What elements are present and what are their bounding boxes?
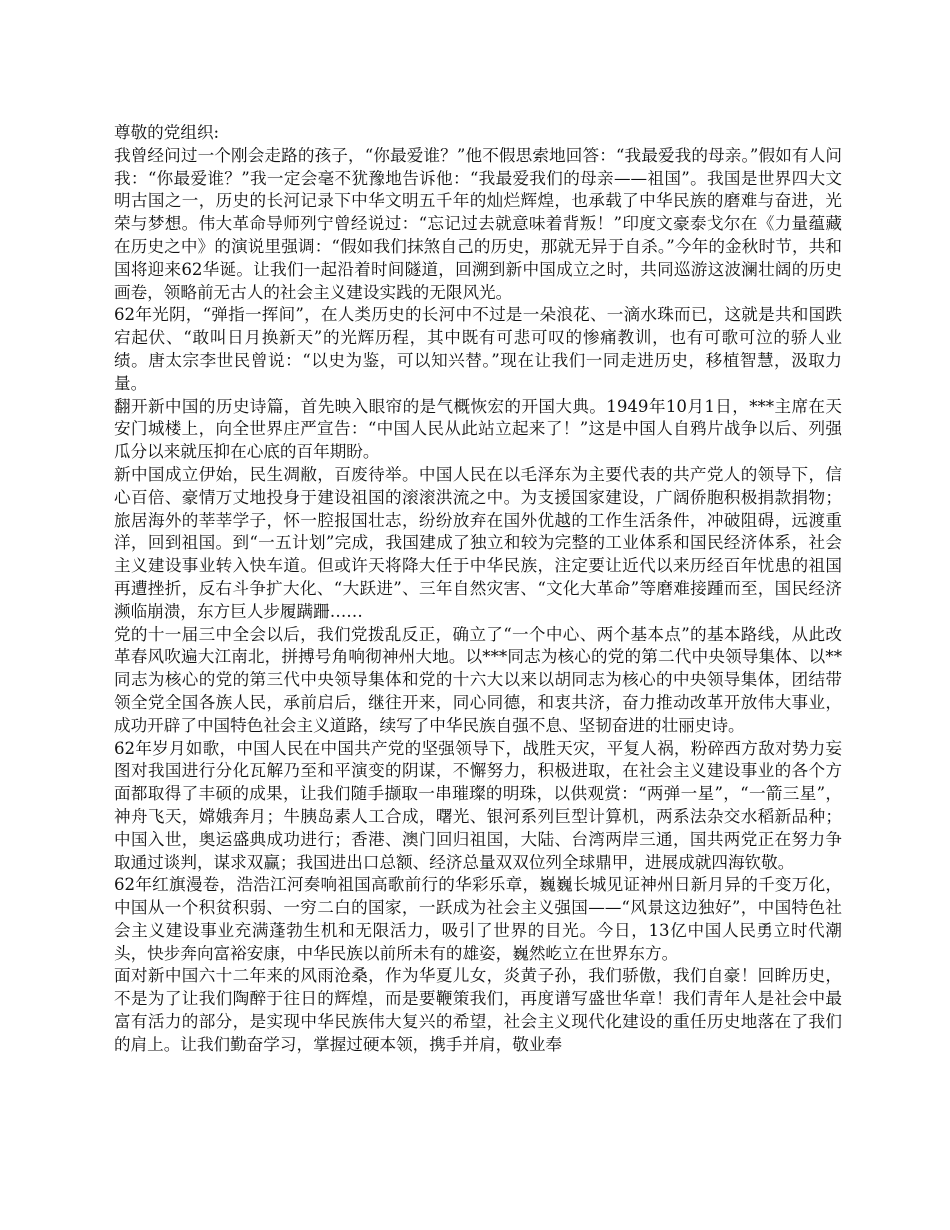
paragraph-8: 面对新中国六十二年来的风雨沧桑，作为华夏儿女，炎黄子孙，我们骄傲，我们自豪！回眸历史，不是为了让我们陶醉于往日的辉煌，而是要鞭策我们，再度谱写盛世华章！我们青年人是社会中最富有活力的部分，是实现中华民族伟大复兴的希望，社会主义现代化建设的重任历史地落在了我们的肩上。让我们勤奋学习，掌握过硬本领，携手并肩，敬业奉 — [114, 966, 842, 1054]
paragraph-3: 翻开新中国的历史诗篇，首先映入眼帘的是气概恢宏的开国大典。1949年10月1日，***主席在天安门城楼上，向全世界庄严宣告：“中国人民从此站立起来了！”这是中国人自鸦片战争以后、列强瓜分以来就压抑在心底的百年期盼。 — [114, 396, 842, 462]
salutation: 尊敬的党组织: — [114, 123, 220, 142]
document-body — [114, 122, 842, 1057]
paragraph-1: 我曾经问过一个刚会走路的孩子，“你最爱谁？”他不假思索地回答：“我最爱我的母亲。”假如有人问我：“你最爱谁？”我一定会毫不犹豫地告诉他：“我最爱我们的母亲——祖国”。我国是世界四大文明古国之一，历史的长河记录下中华文明五千年的灿烂辉煌，也承载了中华民族的磨难与奋进，光荣与梦想。伟大革命导师列宁曾经说过：“忘记过去就意味着背叛！”印度文豪泰戈尔在《力量蕴藏在历史之中》的演说里强调：“假如我们抹煞自己的历史，那就无异于自杀。”今年的金秋时节，共和国将迎来62华诞。让我们一起沿着时间隧道，回溯到新中国成立之时，共同巡游这波澜壮阔的历史画卷，领略前无古人的社会主义建设实践的无限风光。 — [114, 145, 842, 302]
paragraph-6: 62年岁月如歌，中国人民在中国共产党的坚强领导下，战胜天灾，平复人祸，粉碎西方敌对势力妄图对我国进行分化瓦解乃至和平演变的阴谋，不懈努力，积极进取，在社会主义建设事业的各个方面都取得了丰硕的成果，让我们随手撷取一串璀璨的明珠，以供观赏：“两弹一星”，“一箭三星”，神舟飞天，嫦娥奔月；牛胰岛素人工合成，曙光、银河系列巨型计算机，两系法杂交水稻新品种；中国入世，奥运盛典成功进行；香港、澳门回归祖国，大陆、台湾两岸三通，国共两党正在努力争取通过谈判，谋求双赢；我国进出口总额、经济总量双双位列全球鼎甲，进展成就四海钦敬。 — [114, 738, 842, 872]
paragraph-5: 党的十一届三中全会以后，我们党拨乱反正，确立了“一个中心、两个基本点”的基本路线，从此改革春风吹遍大江南北，拼搏号角响彻神州大地。以***同志为核心的党的第二代中央领导集体、以**同志为核心的党的第三代中央领导集体和党的十六大以来以胡同志为核心的中央领导集体，团结带领全党全国各族人民，承前启后，继往开来，同心同德，和衷共济，奋力推动改革开放伟大事业，成功开辟了中国特色社会主义道路，续写了中华民族自强不息、坚韧奋进的壮丽史诗。 — [114, 624, 842, 735]
paragraph-4: 新中国成立伊始，民生凋敝，百废待举。中国人民在以毛泽东为主要代表的共产党人的领导下，信心百倍、豪情万丈地投身于建设祖国的滚滚洪流之中。为支援国家建设，广阔侨胞积极捐款捐物；旅居海外的莘莘学子，怀一腔报国壮志，纷纷放弃在国外优越的工作生活条件，冲破阻碍，远渡重洋，回到祖国。到“一五计划”完成，我国建成了独立和较为完整的工业体系和国民经济体系，社会主义建设事业转入快车道。但或许天将降大任于中华民族，注定要让近代以来历经百年忧患的祖国再遭挫折，反右斗争扩大化、“大跃进”、三年自然灾害、“文化大革命”等磨难接踵而至，国民经济濒临崩溃，东方巨人步履蹒跚…… — [114, 464, 842, 621]
paragraph-2: 62年光阴，“弹指一挥间”，在人类历史的长河中不过是一朵浪花、一滴水珠而已，这就是共和国跌宕起伏、“敢叫日月换新天”的光辉历程，其中既有可悲可叹的惨痛教训，也有可歌可泣的骄人业绩。唐太宗李世民曾说：“以史为鉴，可以知兴替。”现在让我们一同走进历史，移植智慧，汲取力量。 — [114, 305, 842, 393]
paragraph-7: 62年红旗漫卷，浩浩江河奏响祖国高歌前行的华彩乐章，巍巍长城见证神州日新月异的千变万化，中国从一个积贫积弱、一穷二白的国家，一跃成为社会主义强国——“风景这边独好”，中国特色社会主义建设事业充满蓬勃生机和无限活力，吸引了世界的目光。今日，13亿中国人民勇立时代潮头，快步奔向富裕安康，中华民族以前所未有的雄姿，巍然屹立在世界东方。 — [114, 875, 842, 963]
